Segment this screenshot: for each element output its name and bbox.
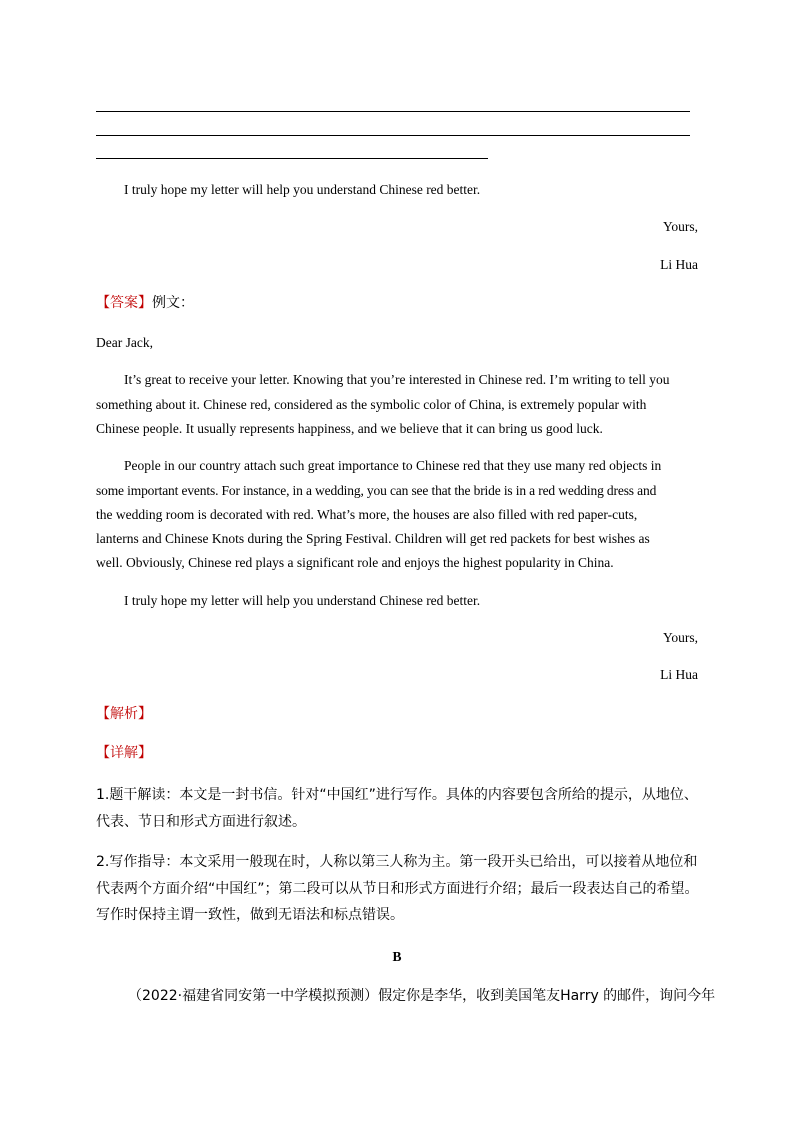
bracket-open: 【 [96,295,110,311]
prompt-closing-line: I truly hope my letter will help you understand Chinese red better. [124,182,481,197]
prompt-signature: Li Hua [660,257,698,272]
answer-greeting: Dear Jack, [96,335,153,350]
writing-line-2 [96,135,690,136]
answer-yours: Yours, [662,630,698,645]
answer-p1-line: Chinese people. It usually represents happiness, and we believe that it can bring us good luck. [96,421,603,436]
bracket-open: 【 [96,706,110,722]
detail-heading [96,744,152,762]
detail-label: 详解 [110,745,138,761]
analysis-label: 解析 [110,706,138,722]
bracket-open: 【 [96,745,110,761]
answer-p2-line: some important events. For instance, in a wedding, you can see that the bride is in a red wedding dress and [96,483,657,498]
writing-line-1 [96,111,690,112]
bracket-close: 】 [138,295,152,311]
answer-label: 答案 [110,295,138,311]
answer-p2-line: People in our country attach such great importance to Chinese red that they use many red objects in [124,458,662,473]
detail-item2-line: 代表两个方面介绍“中国红”；第二段可以从节日和形式方面进行介绍；最后一段表达自己的希望。 [96,881,699,897]
bracket-close: 】 [138,745,152,761]
detail-item1-line: 1.题干解读：本文是一封书信。针对“中国红”进行写作。具体的内容要包含所给的提示，从地位、 [96,787,698,803]
answer-suffix: 例文： [152,295,194,311]
answer-p1-line: It’s great to receive your letter. Knowing that you’re interested in Chinese red. I’m writing to tell you [124,372,670,387]
section-b-prompt: （2022·福建省同安第一中学模拟预测）假定你是李华，收到美国笔友Harry 的邮件，询问今年 [128,988,716,1004]
answer-p2-line: well. Obviously, Chinese red plays a significant role and enjoys the highest popularity in China. [96,555,614,570]
prompt-yours: Yours, [662,219,698,234]
detail-item2-line: 2.写作指导：本文采用一般现在时，人称以第三人称为主。第一段开头已给出，可以接着从地位和 [96,854,698,870]
answer-p2-line: the wedding room is decorated with red. What’s more, the houses are also filled with red paper-cuts, [96,507,638,522]
answer-closing-line: I truly hope my letter will help you understand Chinese red better. [124,593,481,608]
answer-heading [96,294,194,312]
detail-item2-line: 写作时保持主谓一致性，做到无语法和标点错误。 [96,907,404,923]
answer-p1-line: something about it. Chinese red, considered as the symbolic color of China, is extremely popular with [96,397,647,412]
answer-p2-line: lanterns and Chinese Knots during the Spring Festival. Children will get red packets for best wishes as [96,531,650,546]
answer-signature: Li Hua [660,667,698,682]
analysis-heading [96,705,152,723]
detail-item1-line: 代表、节日和形式方面进行叙述。 [96,814,306,830]
writing-line-3 [96,158,488,159]
bracket-close: 】 [138,706,152,722]
section-b-heading: B [392,949,402,964]
